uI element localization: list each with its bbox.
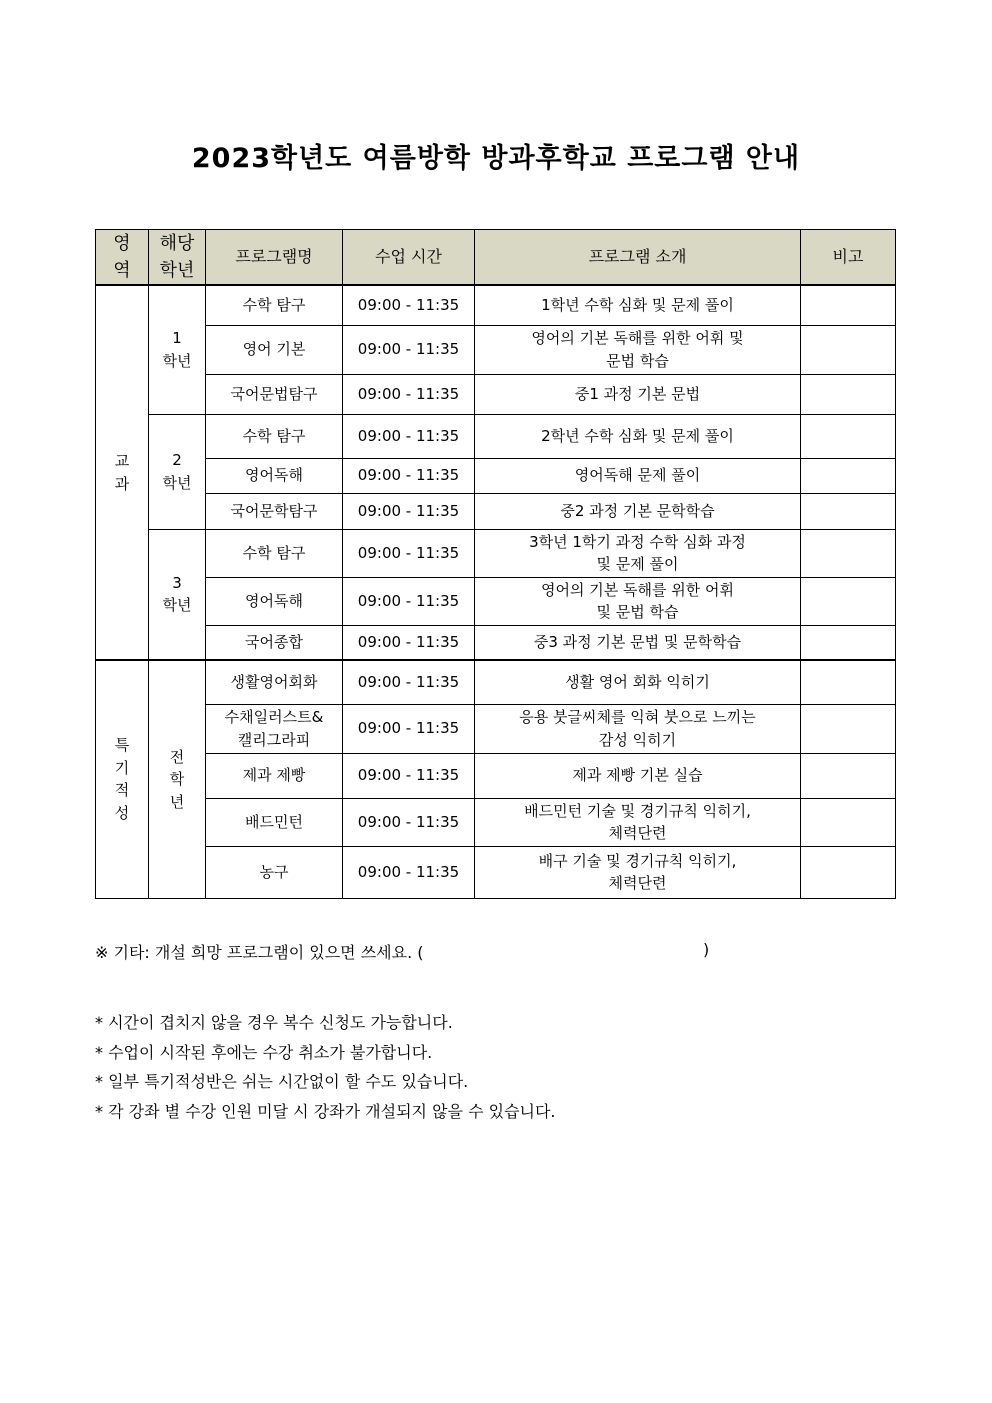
notice-item: * 수업이 시작된 후에는 수강 취소가 불가합니다. bbox=[95, 1042, 433, 1062]
note-cell bbox=[801, 414, 896, 458]
notice-item: * 일부 특기적성반은 쉬는 시간없이 할 수도 있습니다. bbox=[95, 1072, 469, 1091]
table-row bbox=[96, 798, 896, 846]
program-cell: 배드민턴 bbox=[206, 798, 343, 846]
program-cell: 제과 제빵 bbox=[206, 753, 343, 798]
notice-item: * 시간이 겹치지 않을 경우 복수 신청도 가능합니다. bbox=[95, 1013, 453, 1032]
intro-cell: 1학년 수학 심화 및 문제 풀이 bbox=[475, 285, 801, 325]
note-cell bbox=[801, 325, 896, 374]
note-cell bbox=[801, 374, 896, 414]
note-cell bbox=[801, 753, 896, 798]
table-row bbox=[96, 660, 896, 704]
header-grade: 해당 학년 bbox=[149, 230, 206, 286]
time-cell: 09:00 - 11:35 bbox=[343, 493, 475, 529]
grade-cell: 1 학년 bbox=[149, 285, 206, 414]
intro-cell: 중1 과정 기본 문법 bbox=[475, 374, 801, 414]
time-cell: 09:00 - 11:35 bbox=[343, 753, 475, 798]
table-row bbox=[96, 374, 896, 414]
table-header-row bbox=[96, 230, 896, 286]
intro-cell: 3학년 1학기 과정 수학 심화 과정 및 문제 풀이 bbox=[475, 529, 801, 577]
notice-list bbox=[95, 1008, 556, 1126]
time-cell: 09:00 - 11:35 bbox=[343, 285, 475, 325]
table-row bbox=[96, 753, 896, 798]
intro-cell: 영어의 기본 독해를 위한 어휘 및 문법 학습 bbox=[475, 577, 801, 625]
etc-request-line bbox=[95, 940, 710, 963]
program-table bbox=[95, 229, 896, 899]
note-cell bbox=[801, 285, 896, 325]
program-cell: 영어독해 bbox=[206, 577, 343, 625]
table-row bbox=[96, 325, 896, 374]
grade-cell: 전 학 년 bbox=[149, 660, 206, 898]
note-cell bbox=[801, 846, 896, 898]
program-cell: 생활영어회화 bbox=[206, 660, 343, 704]
grade-cell: 3 학년 bbox=[149, 529, 206, 660]
note-cell bbox=[801, 458, 896, 493]
table-row bbox=[96, 577, 896, 625]
note-cell bbox=[801, 798, 896, 846]
grade-cell: 2 학년 bbox=[149, 414, 206, 529]
header-note: 비고 bbox=[801, 230, 896, 286]
program-cell: 수학 탐구 bbox=[206, 285, 343, 325]
program-cell: 영어독해 bbox=[206, 458, 343, 493]
table-row bbox=[96, 625, 896, 660]
table-row bbox=[96, 493, 896, 529]
header-area: 영 역 bbox=[96, 230, 149, 286]
program-cell: 국어문법탐구 bbox=[206, 374, 343, 414]
notice-item: * 각 강좌 별 수강 인원 미달 시 강좌가 개설되지 않을 수 있습니다. bbox=[95, 1101, 556, 1121]
note-cell bbox=[801, 577, 896, 625]
time-cell: 09:00 - 11:35 bbox=[343, 660, 475, 704]
note-cell bbox=[801, 704, 896, 753]
time-cell: 09:00 - 11:35 bbox=[343, 529, 475, 577]
note-cell bbox=[801, 625, 896, 660]
time-cell: 09:00 - 11:35 bbox=[343, 325, 475, 374]
table-row bbox=[96, 704, 896, 753]
time-cell: 09:00 - 11:35 bbox=[343, 577, 475, 625]
intro-cell: 배드민턴 기술 및 경기규칙 익히기, 체력단련 bbox=[475, 798, 801, 846]
time-cell: 09:00 - 11:35 bbox=[343, 704, 475, 753]
intro-cell: 생활 영어 회화 익히기 bbox=[475, 660, 801, 704]
time-cell: 09:00 - 11:35 bbox=[343, 374, 475, 414]
program-cell: 수학 탐구 bbox=[206, 414, 343, 458]
program-cell: 영어 기본 bbox=[206, 325, 343, 374]
table-row bbox=[96, 458, 896, 493]
intro-cell: 영어독해 문제 풀이 bbox=[475, 458, 801, 493]
time-cell: 09:00 - 11:35 bbox=[343, 414, 475, 458]
intro-cell: 영어의 기본 독해를 위한 어휘 및 문법 학습 bbox=[475, 325, 801, 374]
intro-cell: 중3 과정 기본 문법 및 문학학습 bbox=[475, 625, 801, 660]
time-cell: 09:00 - 11:35 bbox=[343, 625, 475, 660]
intro-cell: 중2 과정 기본 문학학습 bbox=[475, 493, 801, 529]
page-title: 2023학년도 여름방학 방과후학교 프로그램 안내 bbox=[191, 143, 801, 174]
intro-cell: 제과 제빵 기본 실습 bbox=[475, 753, 801, 798]
header-intro: 프로그램 소개 bbox=[475, 230, 801, 286]
note-cell bbox=[801, 493, 896, 529]
etc-label: ※ 기타: 개설 희망 프로그램이 있으면 쓰세요. ( bbox=[95, 943, 424, 962]
area-cell: 교 과 bbox=[96, 285, 149, 660]
table-row bbox=[96, 529, 896, 577]
intro-cell: 2학년 수학 심화 및 문제 풀이 bbox=[475, 414, 801, 458]
table-row bbox=[96, 414, 896, 458]
intro-cell: 배구 기술 및 경기규칙 익히기, 체력단련 bbox=[475, 846, 801, 898]
time-cell: 09:00 - 11:35 bbox=[343, 458, 475, 493]
program-cell: 수학 탐구 bbox=[206, 529, 343, 577]
table-row bbox=[96, 846, 896, 898]
etc-close-paren: ) bbox=[703, 940, 710, 959]
program-cell: 수채일러스트& 캘리그라피 bbox=[206, 704, 343, 753]
note-cell bbox=[801, 529, 896, 577]
program-cell: 국어종합 bbox=[206, 625, 343, 660]
intro-cell: 응용 붓글씨체를 익혀 붓으로 느끼는 감성 익히기 bbox=[475, 704, 801, 753]
time-cell: 09:00 - 11:35 bbox=[343, 798, 475, 846]
header-time: 수업 시간 bbox=[343, 230, 475, 286]
header-program: 프로그램명 bbox=[206, 230, 343, 286]
time-cell: 09:00 - 11:35 bbox=[343, 846, 475, 898]
program-cell: 국어문학탐구 bbox=[206, 493, 343, 529]
note-cell bbox=[801, 660, 896, 704]
area-cell: 특 기 적 성 bbox=[96, 660, 149, 898]
table-row bbox=[96, 285, 896, 325]
program-cell: 농구 bbox=[206, 846, 343, 898]
